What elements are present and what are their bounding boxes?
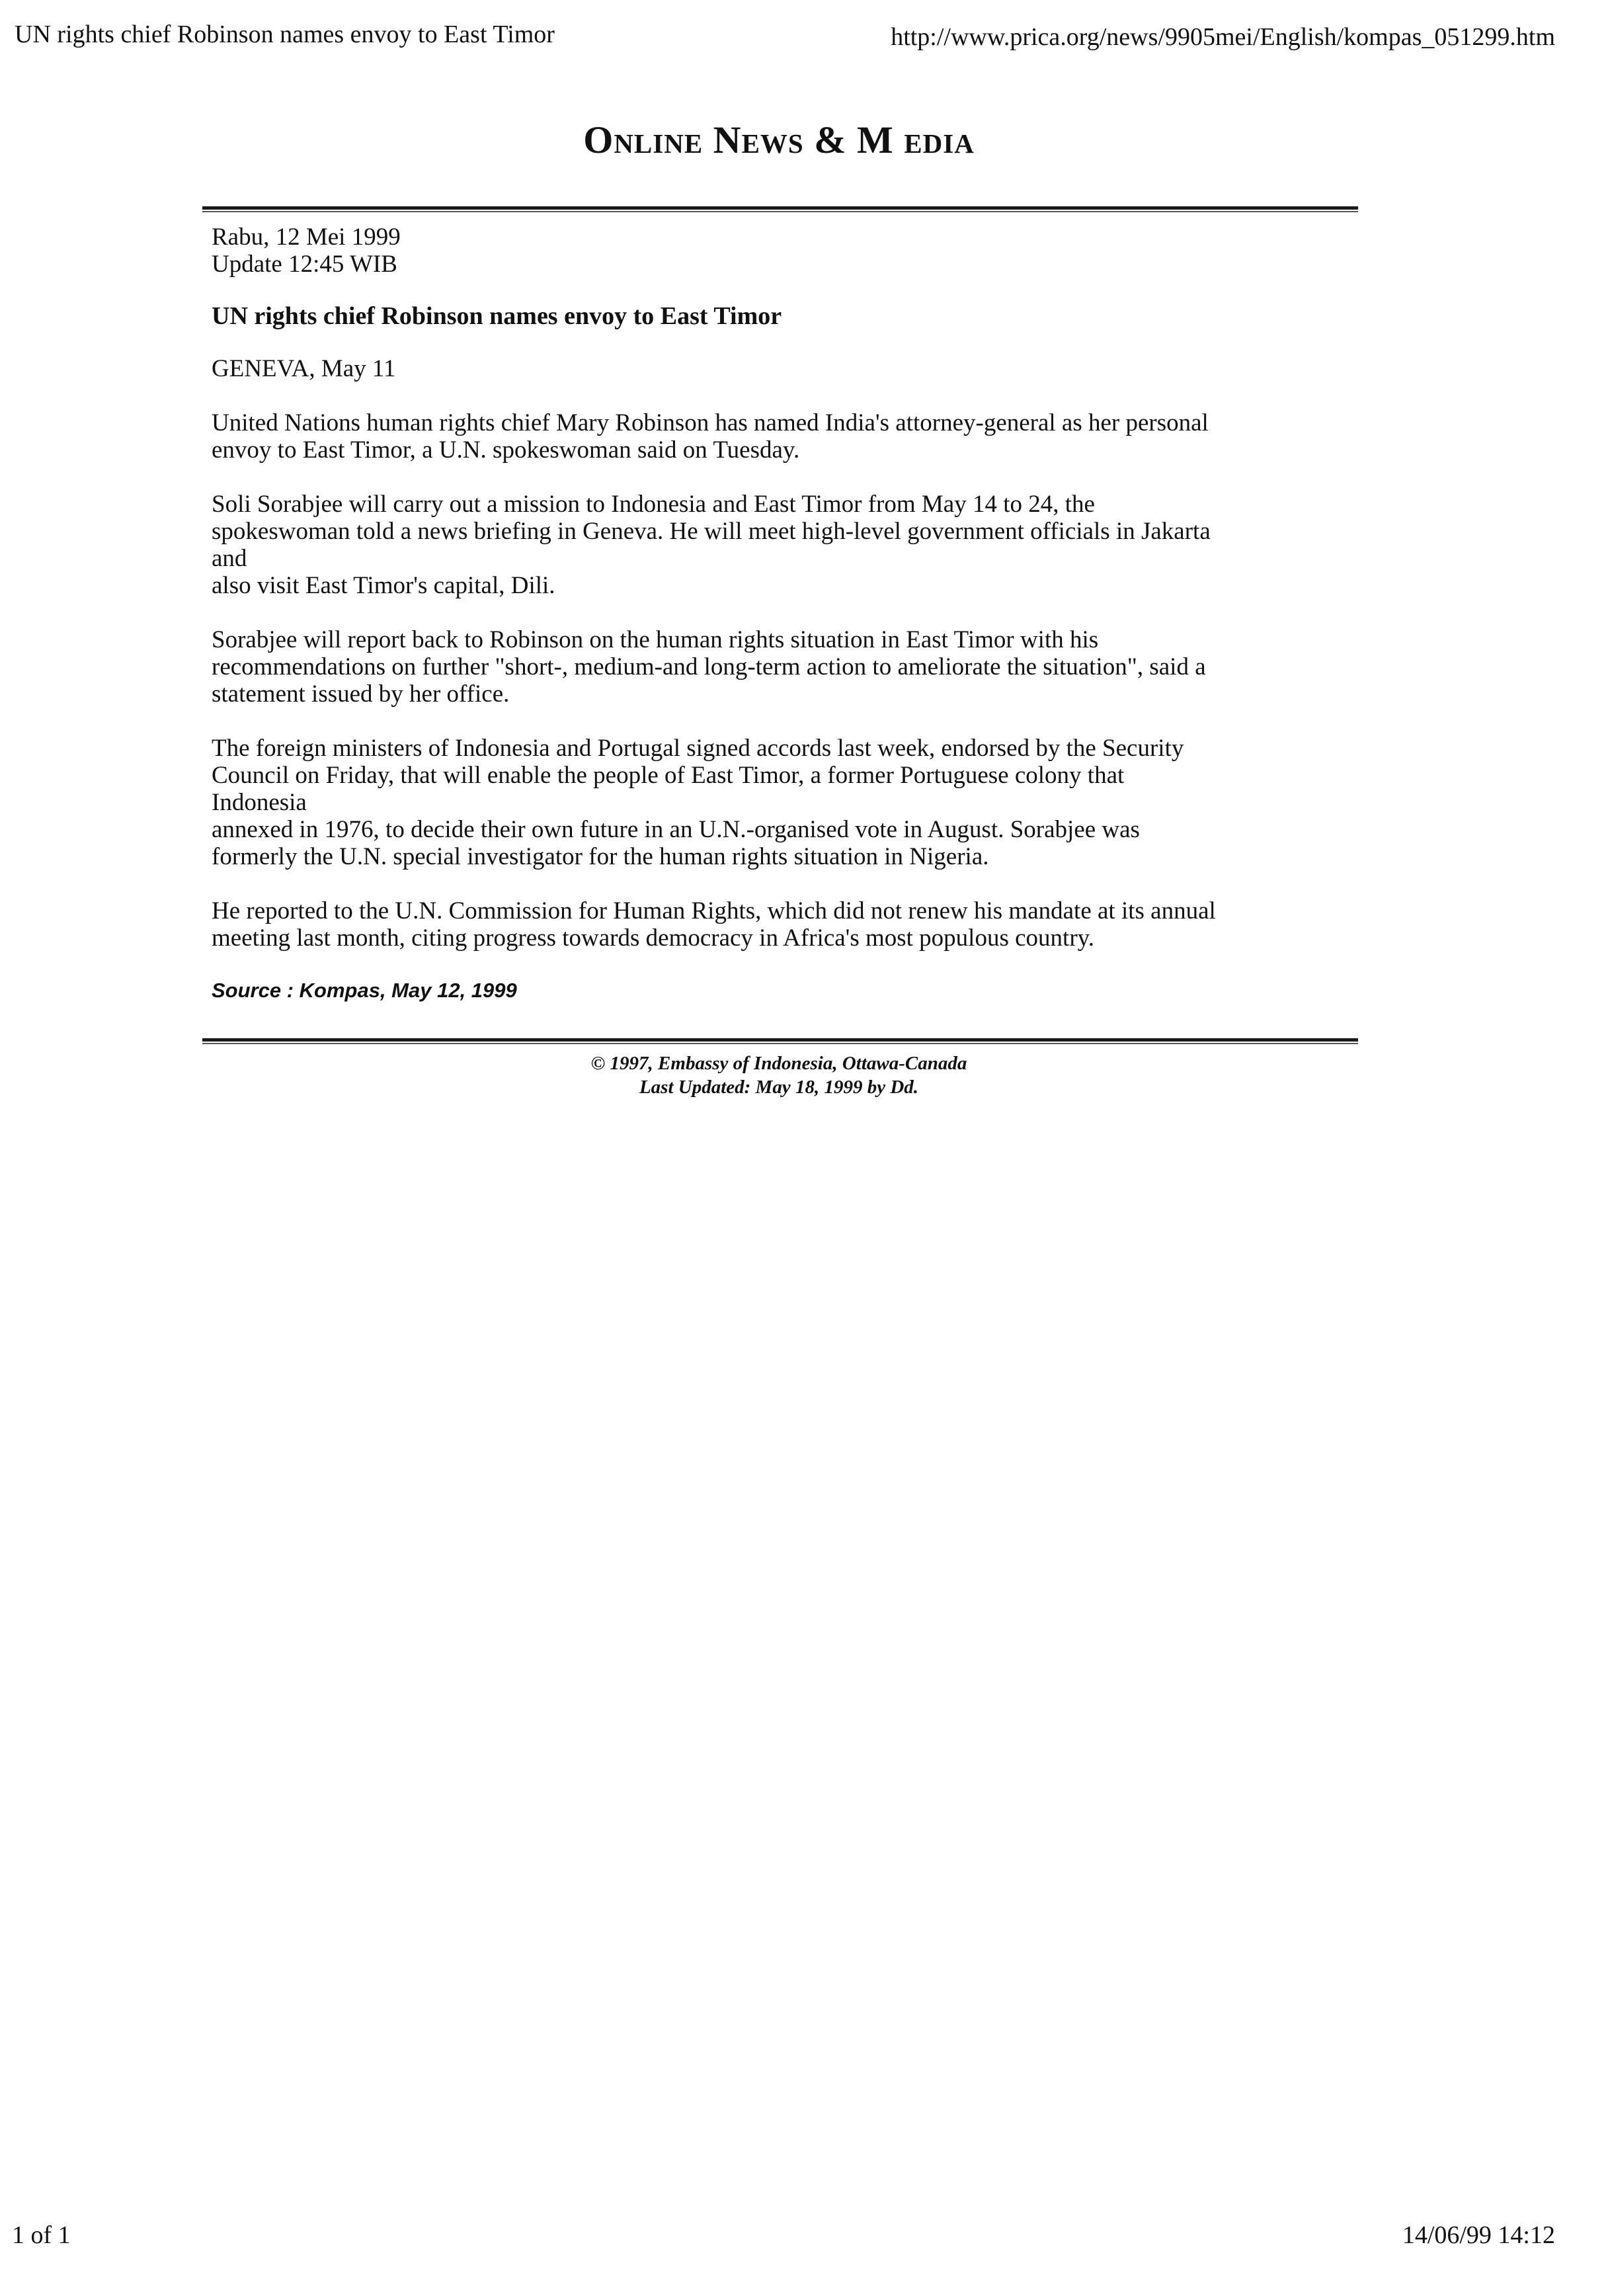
paragraph-line: United Nations human rights chief Mary Robinson has named India's attorney-general as her personal bbox=[212, 409, 1209, 436]
paragraph-line: He reported to the U.N. Commission for Human Rights, which did not renew his mandate at its annual bbox=[212, 897, 1216, 924]
paragraph-line: statement issued by her office. bbox=[212, 680, 510, 708]
footer-copyright: © 1997, Embassy of Indonesia, Ottawa-Canada bbox=[590, 1053, 967, 1074]
paragraph-line: and bbox=[212, 545, 247, 572]
paragraph-line: envoy to East Timor, a U.N. spokeswoman said on Tuesday. bbox=[212, 436, 800, 464]
article-location: GENEVA, May 11 bbox=[212, 355, 396, 382]
article-source: Source : Kompas, May 12, 1999 bbox=[212, 979, 517, 1002]
print-page-count: 1 of 1 bbox=[12, 2221, 71, 2249]
paragraph-line: Sorabjee will report back to Robinson on the human rights situation in East Timor with his bbox=[212, 626, 1099, 653]
bottom-divider bbox=[202, 1038, 1358, 1046]
article-dateline bbox=[212, 224, 1355, 278]
paragraph-line: Indonesia bbox=[212, 789, 307, 816]
article-paragraph-4 bbox=[212, 735, 1355, 870]
paragraph-line: The foreign ministers of Indonesia and Portugal signed accords last week, endorsed by the Security bbox=[212, 735, 1184, 762]
paragraph-line: annexed in 1976, to decide their own future in an U.N.-organised vote in August. Sorabjee was bbox=[212, 816, 1140, 843]
page-footer bbox=[0, 1051, 1558, 1099]
paragraph-line: formerly the U.N. special investigator for the human rights situation in Nigeria. bbox=[212, 843, 989, 870]
paragraph-line: Council on Friday, that will enable the people of East Timor, a former Portuguese colony that bbox=[212, 762, 1125, 789]
paragraph-line: Soli Sorabjee will carry out a mission to Indonesia and East Timor from May 14 to 24, the bbox=[212, 491, 1095, 518]
top-divider bbox=[202, 206, 1358, 214]
dateline-update: Update 12:45 WIB bbox=[212, 251, 397, 278]
article-headline: UN rights chief Robinson names envoy to East Timor bbox=[212, 302, 782, 330]
paragraph-line: recommendations on further "short-, medium-and long-term action to ameliorate the situation", said a bbox=[212, 653, 1206, 680]
article bbox=[212, 224, 1355, 1004]
article-paragraph-3 bbox=[212, 626, 1355, 708]
print-header-url: http://www.prica.org/news/9905mei/English/kompas_051299.htm bbox=[891, 23, 1555, 51]
paragraph-line: also visit East Timor's capital, Dili. bbox=[212, 572, 555, 599]
print-timestamp: 14/06/99 14:12 bbox=[1402, 2221, 1555, 2249]
site-title: Online News & M edia bbox=[583, 118, 975, 161]
article-paragraph-5 bbox=[212, 897, 1355, 952]
dateline-date: Rabu, 12 Mei 1999 bbox=[212, 224, 401, 251]
print-header-title: UN rights chief Robinson names envoy to East Timor bbox=[15, 20, 555, 48]
article-paragraph-2 bbox=[212, 491, 1355, 599]
paragraph-line: meeting last month, citing progress towards democracy in Africa's most populous country. bbox=[212, 924, 1094, 952]
article-paragraph-1 bbox=[212, 409, 1355, 464]
paragraph-line: spokeswoman told a news briefing in Geneva. He will meet high-level government officials in Jakarta bbox=[212, 518, 1211, 545]
footer-last-updated: Last Updated: May 18, 1999 by Dd. bbox=[639, 1077, 919, 1098]
